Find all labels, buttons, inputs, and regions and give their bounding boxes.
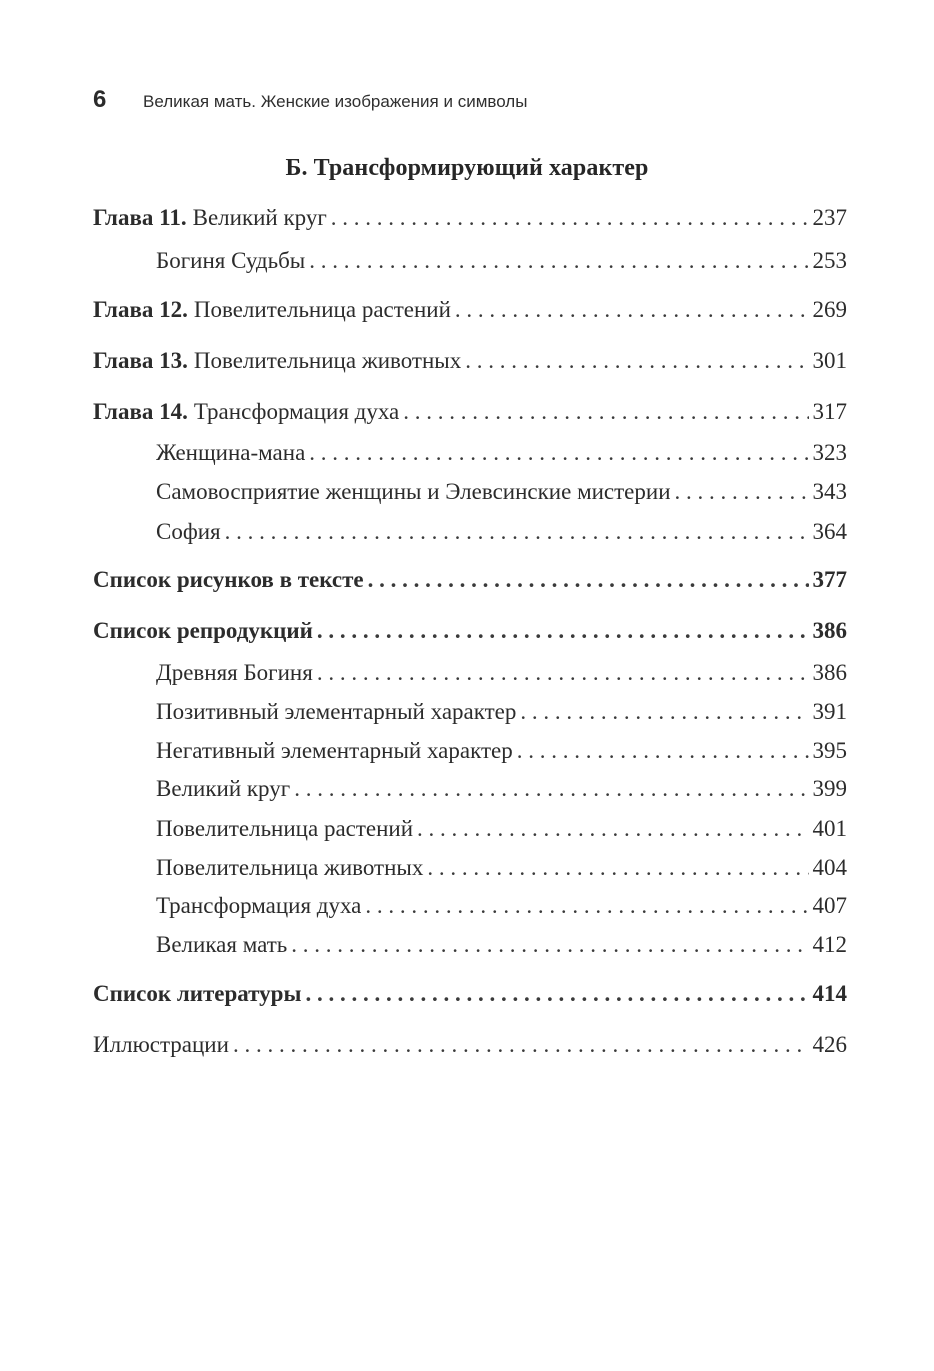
leader-dots xyxy=(417,816,808,842)
toc-entry-great-mother xyxy=(156,932,847,964)
leader-dots xyxy=(517,738,809,764)
toc-entry-title: Повелительница растений xyxy=(193,297,451,322)
leader-dots xyxy=(233,1032,809,1058)
toc-entry-woman-mana xyxy=(156,440,847,472)
toc-entry-page: 414 xyxy=(812,981,847,1006)
leader-dots xyxy=(465,348,808,374)
toc-entry-page: 404 xyxy=(812,855,847,880)
toc-entry-chapter-11 xyxy=(93,205,847,237)
leader-dots xyxy=(520,699,808,725)
leader-dots xyxy=(291,932,808,958)
toc-entry-goddess-of-fate xyxy=(156,248,847,280)
toc-entry-page: 386 xyxy=(812,660,847,685)
leader-dots xyxy=(317,660,809,686)
toc-entry-eleusinian-mysteries xyxy=(156,479,847,511)
toc-entry-title: Женщина-мана xyxy=(156,440,306,465)
leader-dots xyxy=(365,893,808,919)
toc-entry-page: 343 xyxy=(812,479,847,504)
toc-entry-page: 323 xyxy=(812,440,847,465)
leader-dots xyxy=(455,297,809,323)
toc-entry-illustrations xyxy=(93,1032,847,1064)
toc-entry-chapter-12 xyxy=(93,297,847,329)
toc-entry-title: Великая мать xyxy=(156,932,288,957)
toc-entry-list-of-figures xyxy=(93,567,847,599)
leader-dots xyxy=(305,981,808,1007)
leader-dots xyxy=(225,519,809,545)
toc-entry-title: Великий круг xyxy=(192,205,327,230)
toc-entry-title: Повелительница растений xyxy=(156,816,414,841)
toc-entry-page: 253 xyxy=(812,248,847,273)
toc-entry-prefix: Глава 12. xyxy=(93,297,188,322)
toc-entry-prefix: Глава 11. xyxy=(93,205,187,230)
toc-entry-ancient-goddess xyxy=(156,660,847,692)
toc-entry-title: Самовосприятие женщины и Элевсинские мистерии xyxy=(156,479,671,504)
toc-entry-page: 364 xyxy=(812,519,847,544)
toc-entry-title: Список литературы xyxy=(93,981,302,1006)
toc-entry-list-of-reproductions xyxy=(93,618,847,650)
toc-entry-page: 401 xyxy=(812,816,847,841)
section-heading: Б. Трансформирующий характер xyxy=(285,155,649,181)
page-number: 6 xyxy=(93,86,107,113)
toc-entry-page: 386 xyxy=(812,618,847,643)
toc-entry-title: Список репродукций xyxy=(93,618,313,643)
toc-entry-page: 377 xyxy=(812,567,847,592)
running-title: Великая мать. Женские изображения и символы xyxy=(143,92,528,111)
toc-entry-prefix: Глава 14. xyxy=(93,399,188,424)
leader-dots xyxy=(309,248,808,274)
toc-entry-transformation-of-spirit xyxy=(156,893,847,925)
toc-entry-title: Повелительница животных xyxy=(156,855,424,880)
toc-entry-title: Трансформация духа xyxy=(156,893,362,918)
toc-entry-title: Повелительница животных xyxy=(193,348,462,373)
leader-dots xyxy=(317,618,809,644)
toc-entry-sophia xyxy=(156,519,847,551)
toc-entry-page: 301 xyxy=(812,348,847,373)
toc-entry-page: 391 xyxy=(812,699,847,724)
toc-entry-lady-of-beasts xyxy=(156,855,847,887)
toc-entry-lady-of-plants xyxy=(156,816,847,848)
toc-entry-title: Позитивный элементарный характер xyxy=(156,699,517,724)
toc-entry-title: Иллюстрации xyxy=(93,1032,229,1057)
toc-entry-positive-elementary xyxy=(156,699,847,731)
toc-entry-negative-elementary xyxy=(156,738,847,770)
leader-dots xyxy=(368,567,809,593)
toc-entry-title: София xyxy=(156,519,221,544)
toc-entry-chapter-13 xyxy=(93,348,847,380)
toc-entry-prefix: Глава 13. xyxy=(93,348,188,373)
toc-entry-page: 426 xyxy=(812,1032,847,1057)
toc-entry-page: 317 xyxy=(812,399,847,424)
toc-entry-page: 395 xyxy=(812,738,847,763)
leader-dots xyxy=(403,399,808,425)
toc-entry-great-round xyxy=(156,776,847,808)
leader-dots xyxy=(309,440,808,466)
toc-entry-title: Богиня Судьбы xyxy=(156,248,306,273)
toc-entry-page: 407 xyxy=(812,893,847,918)
toc-entry-page: 412 xyxy=(812,932,847,957)
leader-dots xyxy=(427,855,808,881)
toc-entry-title: Список рисунков в тексте xyxy=(93,567,364,592)
toc-entry-page: 269 xyxy=(812,297,847,322)
toc-entry-title: Трансформация духа xyxy=(193,399,400,424)
toc-entry-title: Великий круг xyxy=(156,776,291,801)
toc-entry-page: 237 xyxy=(812,205,847,230)
toc-entry-bibliography xyxy=(93,981,847,1013)
toc-entry-page: 399 xyxy=(812,776,847,801)
leader-dots xyxy=(294,776,808,802)
toc-entry-chapter-14 xyxy=(93,399,847,431)
toc-entry-title: Древняя Богиня xyxy=(156,660,313,685)
running-head xyxy=(93,86,853,114)
toc-entry-title: Негативный элементарный характер xyxy=(156,738,513,763)
leader-dots xyxy=(331,205,809,231)
leader-dots xyxy=(675,479,809,505)
